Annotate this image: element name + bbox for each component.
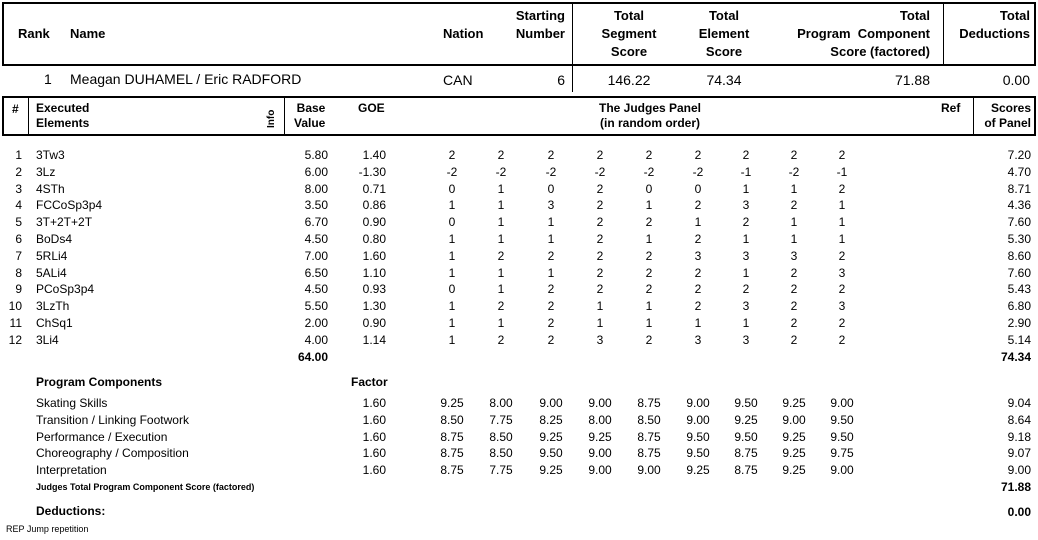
element-judge-score: 2 bbox=[742, 148, 750, 162]
element-judge-score: 1 bbox=[497, 282, 505, 297]
element-judge-score: 1 bbox=[547, 215, 555, 230]
component-name: Skating Skills bbox=[36, 396, 108, 410]
component-judge-score: 8.75 bbox=[734, 446, 758, 461]
skater-pcs: 71.88 bbox=[894, 72, 930, 88]
element-judge-score: 2 bbox=[497, 299, 505, 314]
element-judge-score: 1 bbox=[497, 316, 505, 330]
elements-divider bbox=[973, 96, 974, 136]
component-judge-score: 8.50 bbox=[440, 412, 464, 427]
element-judge-score: 2 bbox=[694, 299, 702, 314]
elements-divider bbox=[28, 96, 29, 136]
pcs-header: Total Program Component Score (factored) bbox=[797, 8, 930, 59]
element-judge-score: 1 bbox=[547, 232, 555, 246]
element-judge-score: 2 bbox=[838, 282, 846, 297]
skater-segment-score: 146.22 bbox=[607, 72, 651, 88]
pcs-total-label: Judges Total Program Component Score (factored) bbox=[36, 482, 255, 492]
component-judge-score: 9.25 bbox=[782, 446, 806, 461]
element-number: 10 bbox=[8, 299, 22, 314]
element-number: 12 bbox=[8, 332, 22, 347]
element-judge-score: 2 bbox=[838, 332, 846, 347]
component-judge-score: 8.75 bbox=[637, 446, 661, 461]
element-name: PCoSp3p4 bbox=[36, 282, 95, 297]
element-judge-score: 2 bbox=[547, 282, 555, 297]
element-judge-score: 2 bbox=[596, 265, 604, 280]
deductions-label: Deductions: bbox=[36, 504, 106, 518]
element-judge-score: 1 bbox=[596, 316, 604, 330]
deductions-value: 0.00 bbox=[1007, 505, 1031, 519]
component-judge-score: 8.00 bbox=[489, 396, 513, 410]
component-panel-score: 9.00 bbox=[1007, 463, 1031, 478]
element-judge-score: 1 bbox=[838, 215, 846, 230]
element-judge-score: 2 bbox=[645, 282, 653, 297]
component-name: Choreography / Composition bbox=[36, 446, 189, 461]
element-judge-score: 1 bbox=[645, 299, 653, 314]
component-judge-score: 8.75 bbox=[440, 463, 464, 478]
element-panel-score: 4.70 bbox=[1007, 164, 1031, 179]
element-name: 3Tw3 bbox=[36, 148, 65, 162]
component-name: Performance / Execution bbox=[36, 429, 168, 444]
component-judge-score: 8.75 bbox=[637, 429, 661, 444]
element-judge-score: 1 bbox=[742, 265, 750, 280]
element-judge-score: 3 bbox=[742, 198, 750, 213]
component-judge-score: 9.25 bbox=[782, 463, 806, 478]
element-judge-score: 1 bbox=[497, 265, 505, 280]
element-judge-score: 2 bbox=[596, 215, 604, 230]
component-judge-score: 8.50 bbox=[489, 446, 513, 461]
element-number: 6 bbox=[15, 232, 22, 246]
element-judge-score: -2 bbox=[594, 164, 606, 179]
element-goe: 0.90 bbox=[362, 215, 386, 230]
component-judge-score: 9.50 bbox=[734, 396, 758, 410]
element-name: 3Li4 bbox=[36, 332, 59, 347]
element-number: 9 bbox=[15, 282, 22, 297]
element-judge-score: 1 bbox=[448, 198, 456, 213]
base-value-header: Base Value bbox=[294, 101, 326, 130]
element-goe: 1.10 bbox=[362, 265, 386, 280]
element-judge-score: 2 bbox=[838, 181, 846, 196]
component-judge-score: 9.00 bbox=[830, 463, 854, 478]
element-goe: 0.90 bbox=[362, 316, 386, 330]
element-judge-score: 2 bbox=[497, 248, 505, 263]
footnote: REP Jump repetition bbox=[6, 524, 89, 534]
element-judge-score: 0 bbox=[645, 181, 653, 196]
element-goe: 1.30 bbox=[362, 299, 386, 314]
summary-divider bbox=[943, 2, 944, 66]
info-header: Info bbox=[266, 109, 277, 128]
component-judge-score: 9.25 bbox=[686, 463, 710, 478]
component-judge-score: 8.50 bbox=[489, 429, 513, 444]
element-base-value: 3.50 bbox=[304, 198, 328, 213]
element-panel-score: 7.60 bbox=[1007, 215, 1031, 230]
component-name: Transition / Linking Footwork bbox=[36, 412, 189, 427]
element-goe: 1.60 bbox=[362, 248, 386, 263]
element-judge-score: 2 bbox=[694, 265, 702, 280]
element-goe: -1.30 bbox=[358, 164, 386, 179]
element-judge-score: 1 bbox=[790, 232, 798, 246]
component-factor: 1.60 bbox=[362, 446, 386, 461]
element-judge-score: 2 bbox=[838, 316, 846, 330]
element-judge-score: 2 bbox=[742, 282, 750, 297]
component-judge-score: 9.50 bbox=[830, 412, 854, 427]
element-judge-score: 1 bbox=[838, 232, 846, 246]
component-judge-score: 9.50 bbox=[686, 446, 710, 461]
component-judge-score: 9.75 bbox=[830, 446, 854, 461]
element-goe: 0.86 bbox=[362, 198, 386, 213]
element-name: 3T+2T+2T bbox=[36, 215, 93, 230]
component-judge-score: 9.00 bbox=[539, 396, 563, 410]
element-judge-score: 2 bbox=[694, 232, 702, 246]
element-judge-score: 1 bbox=[448, 316, 456, 330]
component-judge-score: 8.75 bbox=[440, 429, 464, 444]
element-base-value: 7.00 bbox=[304, 248, 328, 263]
elements-base-total: 64.00 bbox=[297, 350, 328, 364]
element-judge-score: 2 bbox=[838, 148, 846, 162]
component-judge-score: 8.75 bbox=[440, 446, 464, 461]
component-judge-score: 9.25 bbox=[539, 463, 563, 478]
element-judge-score: 2 bbox=[448, 148, 456, 162]
component-judge-score: 9.00 bbox=[686, 412, 710, 427]
nation-header: Nation bbox=[443, 26, 484, 41]
element-number: 2 bbox=[15, 164, 22, 179]
executed-elements-header: Executed Elements bbox=[36, 101, 90, 130]
skater-nation: CAN bbox=[443, 72, 473, 88]
element-judge-score: 1 bbox=[448, 232, 456, 246]
element-judge-score: 2 bbox=[645, 332, 653, 347]
element-judge-score: -1 bbox=[836, 164, 848, 179]
element-judge-score: 2 bbox=[596, 232, 604, 246]
component-factor: 1.60 bbox=[362, 396, 386, 410]
element-name: FCCoSp3p4 bbox=[36, 198, 103, 213]
name-header: Name bbox=[70, 26, 106, 41]
scores-of-panel-header: Scores of Panel bbox=[984, 101, 1031, 130]
component-factor: 1.60 bbox=[362, 429, 386, 444]
element-number: 11 bbox=[9, 316, 22, 330]
component-judge-score: 8.75 bbox=[734, 463, 758, 478]
element-judge-score: 0 bbox=[448, 282, 456, 297]
element-name: 3LzTh bbox=[36, 299, 70, 314]
element-judge-score: -1 bbox=[740, 164, 752, 179]
pcs-total-value: 71.88 bbox=[1000, 480, 1031, 494]
element-goe: 0.71 bbox=[362, 181, 386, 196]
component-judge-score: 9.50 bbox=[830, 429, 854, 444]
ref-header: Ref bbox=[941, 101, 961, 115]
element-judge-score: 0 bbox=[547, 181, 555, 196]
judges-panel-header: The Judges Panel (in random order) bbox=[598, 101, 702, 130]
element-base-value: 5.50 bbox=[304, 299, 328, 314]
element-goe: 1.14 bbox=[362, 332, 386, 347]
element-judge-score: 2 bbox=[645, 148, 653, 162]
component-panel-score: 9.04 bbox=[1007, 396, 1031, 410]
component-factor: 1.60 bbox=[362, 412, 386, 427]
element-number: 1 bbox=[15, 148, 22, 162]
component-judge-score: 7.75 bbox=[489, 463, 513, 478]
element-number: 5 bbox=[15, 215, 22, 230]
element-base-value: 6.00 bbox=[304, 164, 328, 179]
program-components-title: Program Components bbox=[36, 375, 163, 389]
component-judge-score: 9.25 bbox=[588, 429, 612, 444]
element-judge-score: 1 bbox=[497, 181, 505, 196]
element-judge-score: 3 bbox=[742, 248, 750, 263]
element-panel-score: 5.43 bbox=[1007, 282, 1031, 297]
element-judge-score: 1 bbox=[790, 215, 798, 230]
element-base-value: 6.50 bbox=[304, 265, 328, 280]
element-judge-score: 2 bbox=[547, 332, 555, 347]
element-judge-score: 1 bbox=[838, 198, 846, 213]
element-judge-score: 2 bbox=[596, 181, 604, 196]
element-judge-score: 0 bbox=[694, 181, 702, 196]
component-panel-score: 8.64 bbox=[1007, 412, 1031, 427]
element-judge-score: 2 bbox=[645, 265, 653, 280]
element-base-value: 4.50 bbox=[304, 282, 328, 297]
element-judge-score: 3 bbox=[742, 332, 750, 347]
element-judge-score: 2 bbox=[694, 282, 702, 297]
element-judge-score: 2 bbox=[790, 299, 798, 314]
element-judge-score: 1 bbox=[742, 232, 750, 246]
component-judge-score: 9.00 bbox=[588, 446, 612, 461]
element-panel-score: 6.80 bbox=[1007, 299, 1031, 314]
element-judge-score: 3 bbox=[790, 248, 798, 263]
element-judge-score: 3 bbox=[838, 265, 846, 280]
component-name: Interpretation bbox=[36, 463, 107, 478]
component-panel-score: 9.07 bbox=[1007, 446, 1031, 461]
element-judge-score: 2 bbox=[838, 248, 846, 263]
factor-header: Factor bbox=[351, 375, 388, 389]
element-judge-score: 2 bbox=[547, 299, 555, 314]
skater-element-score: 74.34 bbox=[706, 72, 742, 88]
element-number: 7 bbox=[15, 248, 22, 263]
element-base-value: 5.80 bbox=[304, 148, 328, 162]
element-judge-score: -2 bbox=[692, 164, 704, 179]
element-base-value: 4.00 bbox=[304, 332, 328, 347]
element-judge-score: -2 bbox=[495, 164, 507, 179]
deductions-header: Total Deductions bbox=[959, 8, 1030, 41]
skater-rank: 1 bbox=[44, 71, 52, 87]
element-judge-score: 1 bbox=[645, 316, 653, 330]
elements-score-total: 74.34 bbox=[1000, 350, 1031, 364]
component-judge-score: 9.00 bbox=[830, 396, 854, 410]
element-goe: 0.80 bbox=[362, 232, 386, 246]
component-judge-score: 9.25 bbox=[734, 412, 758, 427]
element-name: 4STh bbox=[36, 181, 65, 196]
starting-number-header: Starting Number bbox=[515, 8, 565, 41]
goe-header: GOE bbox=[358, 101, 385, 115]
component-judge-score: 9.50 bbox=[539, 446, 563, 461]
element-judge-score: 2 bbox=[790, 265, 798, 280]
component-judge-score: 9.50 bbox=[734, 429, 758, 444]
element-panel-score: 4.36 bbox=[1007, 198, 1031, 213]
element-judge-score: 1 bbox=[448, 299, 456, 314]
component-judge-score: 9.25 bbox=[440, 396, 464, 410]
element-judge-score: 2 bbox=[790, 332, 798, 347]
element-judge-score: 2 bbox=[497, 148, 505, 162]
elements-divider bbox=[284, 96, 285, 136]
element-judge-score: 0 bbox=[448, 181, 456, 196]
element-judge-score: 2 bbox=[790, 148, 798, 162]
element-judge-score: 2 bbox=[596, 282, 604, 297]
skater-deductions: 0.00 bbox=[1002, 72, 1030, 88]
element-base-value: 6.70 bbox=[304, 215, 328, 230]
element-panel-score: 5.14 bbox=[1007, 332, 1031, 347]
component-judge-score: 8.25 bbox=[539, 412, 563, 427]
element-judge-score: 1 bbox=[790, 181, 798, 196]
component-judge-score: 7.75 bbox=[489, 412, 513, 427]
element-judge-score: 1 bbox=[497, 198, 505, 213]
element-number-header: # bbox=[12, 102, 19, 116]
element-name: BoDs4 bbox=[36, 232, 73, 246]
element-judge-score: 2 bbox=[694, 148, 702, 162]
element-judge-score: 1 bbox=[742, 316, 750, 330]
element-score-header: Total Element Score bbox=[698, 8, 750, 59]
element-name: ChSq1 bbox=[36, 316, 73, 330]
component-judge-score: 8.50 bbox=[637, 412, 661, 427]
element-judge-score: 1 bbox=[742, 181, 750, 196]
element-judge-score: 1 bbox=[448, 332, 456, 347]
element-name: 5ALi4 bbox=[36, 265, 67, 280]
component-judge-score: 9.00 bbox=[637, 463, 661, 478]
element-judge-score: 1 bbox=[645, 232, 653, 246]
component-judge-score: 9.00 bbox=[588, 463, 612, 478]
element-judge-score: 2 bbox=[790, 198, 798, 213]
segment-score-header: Total Segment Score bbox=[601, 8, 657, 59]
element-judge-score: -2 bbox=[545, 164, 557, 179]
element-judge-score: 1 bbox=[596, 299, 604, 314]
element-judge-score: 1 bbox=[448, 248, 456, 263]
element-number: 8 bbox=[15, 265, 22, 280]
skater-starting-number: 6 bbox=[557, 72, 565, 88]
element-judge-score: 1 bbox=[448, 265, 456, 280]
element-judge-score: 2 bbox=[547, 248, 555, 263]
element-goe: 0.93 bbox=[362, 282, 386, 297]
element-judge-score: 2 bbox=[596, 248, 604, 263]
element-number: 4 bbox=[15, 198, 22, 213]
element-judge-score: -2 bbox=[788, 164, 800, 179]
component-judge-score: 8.75 bbox=[637, 396, 661, 410]
element-panel-score: 7.20 bbox=[1007, 148, 1031, 162]
component-judge-score: 9.00 bbox=[782, 412, 806, 427]
element-judge-score: 2 bbox=[596, 148, 604, 162]
element-panel-score: 5.30 bbox=[1007, 232, 1031, 246]
element-panel-score: 8.60 bbox=[1007, 248, 1031, 263]
element-judge-score: 1 bbox=[645, 198, 653, 213]
summary-divider bbox=[572, 2, 573, 92]
element-judge-score: 3 bbox=[694, 332, 702, 347]
element-judge-score: 1 bbox=[547, 265, 555, 280]
rank-header: Rank bbox=[18, 26, 50, 41]
element-judge-score: 1 bbox=[694, 316, 702, 330]
element-judge-score: 2 bbox=[645, 248, 653, 263]
element-judge-score: 1 bbox=[497, 215, 505, 230]
component-factor: 1.60 bbox=[362, 463, 386, 478]
element-judge-score: 2 bbox=[790, 282, 798, 297]
component-judge-score: 9.00 bbox=[686, 396, 710, 410]
element-number: 3 bbox=[15, 181, 22, 196]
element-panel-score: 2.90 bbox=[1007, 316, 1031, 330]
element-name: 5RLi4 bbox=[36, 248, 68, 263]
element-judge-score: 3 bbox=[742, 299, 750, 314]
element-judge-score: 2 bbox=[645, 215, 653, 230]
elements-header-box bbox=[2, 96, 1036, 136]
element-judge-score: 3 bbox=[596, 332, 604, 347]
element-panel-score: 8.71 bbox=[1007, 181, 1031, 196]
component-judge-score: 9.25 bbox=[782, 429, 806, 444]
component-judge-score: 9.00 bbox=[588, 396, 612, 410]
component-judge-score: 8.00 bbox=[588, 412, 612, 427]
element-judge-score: 2 bbox=[742, 215, 750, 230]
element-judge-score: 0 bbox=[448, 215, 456, 230]
element-judge-score: -2 bbox=[643, 164, 655, 179]
element-judge-score: 2 bbox=[547, 316, 555, 330]
element-judge-score: 3 bbox=[838, 299, 846, 314]
component-judge-score: 9.50 bbox=[686, 429, 710, 444]
element-base-value: 8.00 bbox=[304, 181, 328, 196]
element-judge-score: 3 bbox=[547, 198, 555, 213]
element-judge-score: 3 bbox=[694, 248, 702, 263]
element-base-value: 2.00 bbox=[304, 316, 328, 330]
component-panel-score: 9.18 bbox=[1007, 429, 1031, 444]
element-judge-score: 2 bbox=[790, 316, 798, 330]
element-panel-score: 7.60 bbox=[1007, 265, 1031, 280]
element-judge-score: 1 bbox=[694, 215, 702, 230]
element-base-value: 4.50 bbox=[304, 232, 328, 246]
skater-name: Meagan DUHAMEL / Eric RADFORD bbox=[70, 71, 302, 87]
element-goe: 1.40 bbox=[362, 148, 386, 162]
element-judge-score: 2 bbox=[547, 148, 555, 162]
component-judge-score: 9.25 bbox=[782, 396, 806, 410]
element-judge-score: 2 bbox=[596, 198, 604, 213]
element-judge-score: 2 bbox=[694, 198, 702, 213]
element-name: 3Lz bbox=[36, 164, 56, 179]
element-judge-score: -2 bbox=[446, 164, 458, 179]
element-judge-score: 1 bbox=[497, 232, 505, 246]
component-judge-score: 9.25 bbox=[539, 429, 563, 444]
element-judge-score: 2 bbox=[497, 332, 505, 347]
